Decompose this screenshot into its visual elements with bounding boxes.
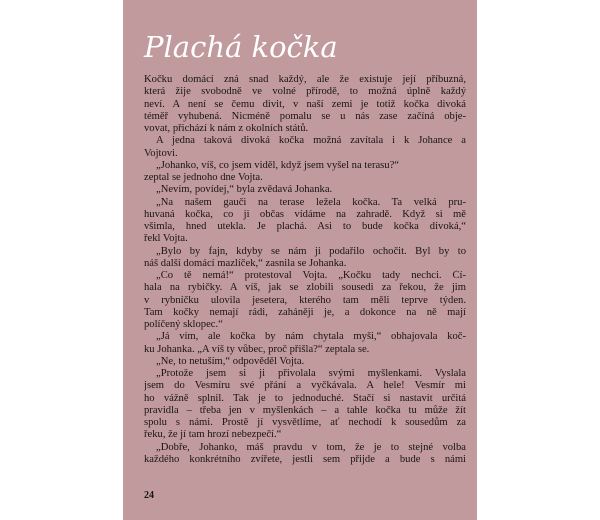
book-page bbox=[123, 0, 477, 520]
text-line: hala na rybičky. A víš, jak se zlobili sousedi za řekou, že jim bbox=[144, 282, 466, 294]
text-line: „Johanko, víš, co jsem viděl, když jsem vyšel na terasu?“ bbox=[156, 159, 400, 171]
text-line: neví. A není se čemu divit, v naší zemi je totiž kočka divoká bbox=[144, 98, 466, 110]
text-line: políčený sklopec.“ bbox=[144, 319, 223, 330]
text-line: „Nevím, povídej,“ byla zvědavá Johanka. bbox=[156, 184, 333, 196]
text-line: „Protože jsem si ji přivolala svými myšlenkami. Vyslala bbox=[156, 368, 466, 379]
text-line: „Na našem gauči na terase ležela kočka. Ta velká pru- bbox=[156, 196, 466, 208]
text-line: „Bylo by fajn, kdyby se nám ji podařilo ochočit. Byl by to bbox=[156, 245, 466, 257]
text-line: Tam kočky nemají rádi, zaháněji je, a dokonce na ně mají bbox=[144, 306, 466, 318]
text-line: v rybníčku ulovila jesetera, kterého tam měli teprve týden. bbox=[144, 294, 466, 306]
text-line: Vojtovi. bbox=[144, 147, 178, 159]
text-line: zeptal se jednoho dne Vojta. bbox=[144, 172, 263, 183]
text-line: huvaná kočka, co ji občas vídáme na zahradě. Když si mě bbox=[144, 208, 466, 220]
text-line: každého konkrétního zvířete, jestli sem přijde a bude s námi bbox=[144, 453, 466, 465]
text-line: „Dobře, Johanko, máš pravdu v tom, že je to stejné volba bbox=[156, 441, 466, 453]
page-number: 24 bbox=[144, 490, 154, 501]
text-line: Kočku domácí zná snad každý, ale že existuje její příbuzná, bbox=[144, 74, 466, 85]
page-title: Plachá kočka bbox=[144, 30, 338, 64]
text-line: „Já vím, ale kočka by nám chytala myši,“ obhajovala koč- bbox=[156, 331, 466, 343]
text-line: „Ne, to netuším,“ odpověděl Vojta. bbox=[156, 355, 305, 367]
text-line: A jedna taková divoká kočka možná zavítala i k Johance a bbox=[156, 135, 466, 147]
text-line: „Co tě nemá!“ protestoval Vojta. „Kočku tady nechci. Čí- bbox=[156, 270, 466, 281]
text-line: která žije svobodně ve volné přírodě, to možná úplně každý bbox=[144, 86, 466, 98]
text-line: ku Johanka. „A víš ty vůbec, proč přišla?“ zeptala se. bbox=[144, 343, 370, 355]
text-line: vovat, přichází k nám z okolních států. bbox=[144, 123, 309, 134]
text-line: všimla, hned utekla. Je plachá. Asi to bude kočka divoká,“ bbox=[144, 221, 466, 232]
text-line: téměř vyhubená. Nicméně pomalu se u nás zase začíná obje- bbox=[144, 110, 466, 122]
story-text bbox=[144, 74, 466, 466]
text-line: spolu s námi. Prostě jí vysvětlíme, ať nechodí k sousedům za bbox=[144, 417, 466, 428]
text-line: pravidla – třeba jen v myšlenkách – a tahle kočka tu může žít bbox=[144, 404, 466, 416]
text-line: ho vážně splnil. Tak je to jednoduché. Stačí si nastavit určitá bbox=[144, 392, 466, 404]
text-line: řeku, že jí tam hrozí nebezpečí.“ bbox=[144, 429, 282, 441]
text-line: náš další domácí mazlíček,“ zasnila se Johanka. bbox=[144, 257, 347, 269]
text-line: řekl Vojta. bbox=[144, 233, 188, 245]
text-line: jsem do Vesmíru své přání a vyčkávala. A hele! Vesmír mi bbox=[144, 380, 466, 392]
